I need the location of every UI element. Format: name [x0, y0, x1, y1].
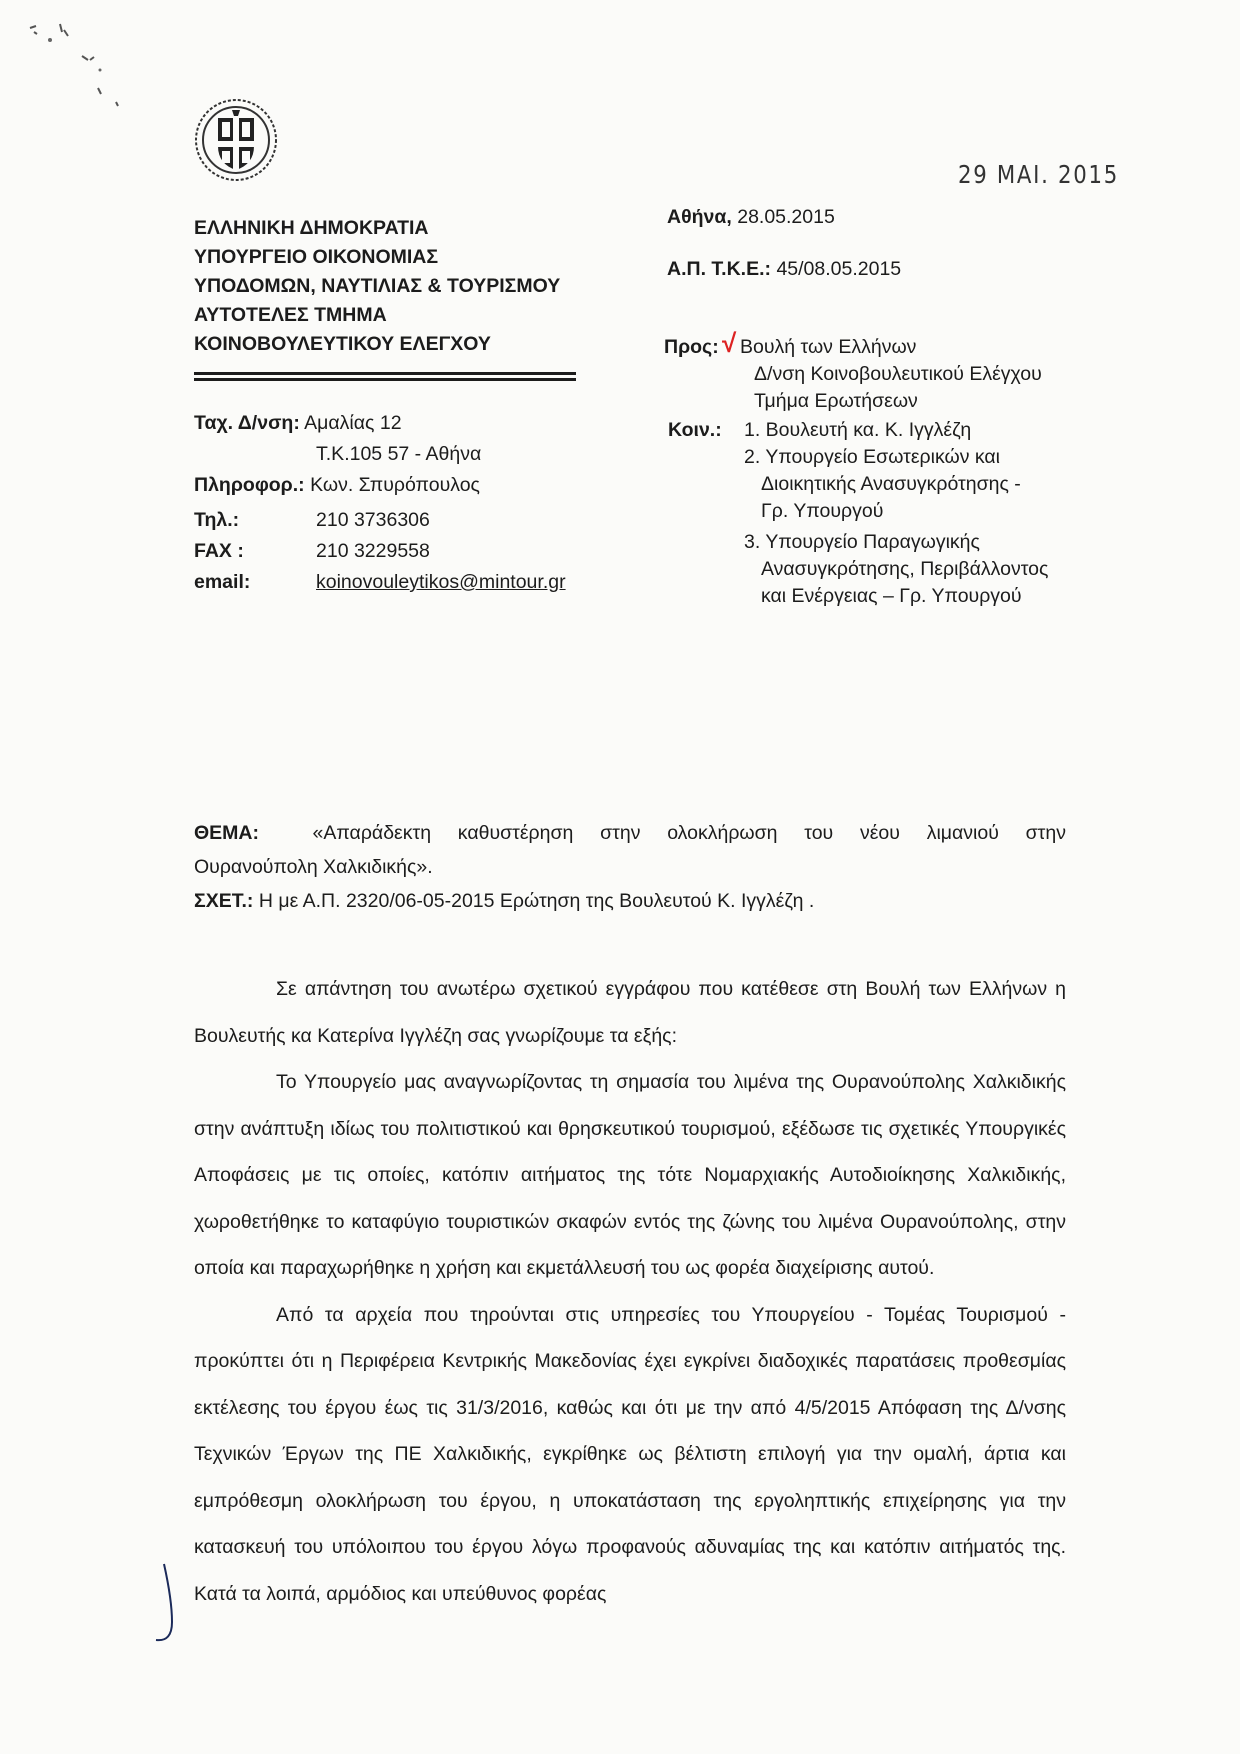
info-value: Κων. Σπυρόπουλος — [310, 474, 480, 496]
cc-line: Ανασυγκρότησης, Περιβάλλοντος — [761, 558, 1049, 580]
margin-pen-mark — [150, 1560, 180, 1650]
tel-label: Τηλ.: — [194, 509, 240, 531]
to-line: Βουλή των Ελλήνων — [740, 336, 917, 358]
subject-text-line1: «Απαράδεκτη καθυστέρηση στην ολοκλήρωση του νέου λιμανιού στην — [312, 822, 1066, 844]
header-line: ΑΥΤΟΤΕΛΕΣ ΤΜΗΜΑ — [194, 304, 387, 326]
subject-label: ΘΕΜΑ: — [194, 822, 259, 844]
date-value: 28.05.2015 — [737, 206, 835, 228]
related-label: ΣΧΕΤ.: — [194, 890, 254, 912]
red-check-mark: √ — [722, 328, 737, 358]
body-paragraph: Το Υπουργείο μας αναγνωρίζοντας τη σημασία του λιμένα της Ουρανούπολης Χαλκιδικής στην ανάπτυξη ιδίως του πολιτιστικού και θρησκευτικού τουρισμού, εξέδωσε τις σχετικές Υπουργικές Αποφάσεις με τις οποίες, κατόπιν αιτήματος της τότε Νομαρχιακής Αυτοδιοίκησης Χαλκιδικής, χωροθετήθηκε το καταφύγιο τουριστικών σκαφών εντός της ζώνης του λιμένα Ουρανούπολης, στην οποία και παραχωρήθηκε η χρήση και εκμετάλλευσή του ως φορέα διαχείρισης αυτού. — [194, 1071, 1066, 1279]
cc-line: Διοικητικής Ανασυγκρότησης - — [761, 473, 1021, 495]
document-date — [667, 206, 835, 229]
to-line: Τμήμα Ερωτήσεων — [754, 390, 918, 412]
address-label: Ταχ. Δ/νση: — [194, 412, 300, 434]
protocol-number — [667, 258, 901, 281]
subject-line — [194, 822, 1066, 845]
address-line1: Αμαλίας 12 — [304, 412, 402, 434]
contact-block — [194, 408, 566, 598]
header-divider — [194, 372, 576, 375]
recipients-block — [664, 328, 1049, 610]
address-line2: Τ.Κ.105 57 - Αθήνα — [316, 443, 482, 465]
header-line: ΚΟΙΝΟΒΟΥΛΕΥΤΙΚΟΥ ΕΛΕΓΧΟΥ — [194, 333, 491, 355]
cc-line: 2. Υπουργείο Εσωτερικών και — [744, 446, 1000, 468]
header-divider — [194, 378, 576, 381]
cc-line: και Ενέργειας – Γρ. Υπουργού — [761, 585, 1022, 607]
ref-label: Α.Π. Τ.Κ.Ε.: — [667, 258, 772, 280]
greek-coat-of-arms-emblem — [192, 96, 280, 184]
header-line: ΕΛΛΗΝΙΚΗ ΔΗΜΟΚΡΑΤΙΑ — [194, 217, 429, 239]
ref-value: 45/08.05.2015 — [776, 258, 902, 280]
cc-label: Κοιν.: — [668, 419, 722, 441]
fax-label: FAX : — [194, 540, 244, 562]
body-paragraph: Από τα αρχεία που τηρούνται στις υπηρεσίες του Υπουργείου - Τομέας Τουρισμού - προκύπτει ότι η Περιφέρεια Κεντρικής Μακεδονίας έχει εγκρίνει διαδοχικές παρατάσεις προθεσμίας εκτέλεσης του έργου έως τις 31/3/2016, καθώς και ότι με την από 4/5/2015 Απόφαση της Δ/νσης Τεχνικών Έργων της ΠΕ Χαλκιδικής, εγκρίθηκε ως βέλτιστη επιλογή για την ομαλή, άρτια και εμπρόθεσμη ολοκλήρωση του έργου, η υποκατάσταση της εργοληπτικής επιχείρησης για την κατασκευή του υπόλοιπου του έργου λόγω προφανούς αδυναμίας της και κατόπιν αιτήματός της. Κατά τα λοιπά, αρμόδιος και υπεύθυνος φορέας — [194, 1303, 1066, 1605]
cc-line: Γρ. Υπουργού — [761, 500, 884, 522]
received-date-stamp: 29 MAI. 2015 — [958, 160, 1119, 189]
date-label: Αθήνα, — [667, 206, 732, 228]
header-line: ΥΠΟΔΟΜΩΝ, ΝΑΥΤΙΛΙΑΣ & ΤΟΥΡΙΣΜΟΥ — [194, 275, 561, 297]
cc-line: 3. Υπουργείο Παραγωγικής — [744, 531, 980, 553]
email-link[interactable]: koinovouleytikos@mintour.gr — [316, 571, 566, 593]
tel-value: 210 3736306 — [316, 509, 430, 531]
issuer-header — [194, 214, 560, 359]
subject-text-line2: Ουρανούπολη Χαλκιδικής». — [194, 856, 433, 878]
related-line — [194, 890, 814, 913]
to-line: Δ/νση Κοινοβουλευτικού Ελέγχου — [754, 363, 1042, 385]
info-label: Πληροφορ.: — [194, 474, 305, 496]
email-label: email: — [194, 571, 251, 593]
header-line: ΥΠΟΥΡΓΕΙΟ ΟΙΚΟΝΟΜΙΑΣ — [194, 246, 439, 268]
fax-value: 210 3229558 — [316, 540, 430, 562]
cc-line: 1. Βουλευτή κα. Κ. Ιγγλέζη — [744, 419, 972, 441]
related-value: Η με Α.Π. 2320/06-05-2015 Ερώτηση της Βουλευτού Κ. Ιγγλέζη . — [258, 890, 815, 912]
to-label: Προς: — [664, 336, 719, 358]
body-paragraph: Σε απάντηση του ανωτέρω σχετικού εγγράφου που κατέθεσε στη Βουλή των Ελλήνων η Βουλευτής κα Κατερίνα Ιγγλέζη σας γνωρίζουμε τα εξής: — [194, 978, 1066, 1047]
letter-body — [194, 966, 1066, 1617]
scan-specks — [20, 10, 130, 120]
